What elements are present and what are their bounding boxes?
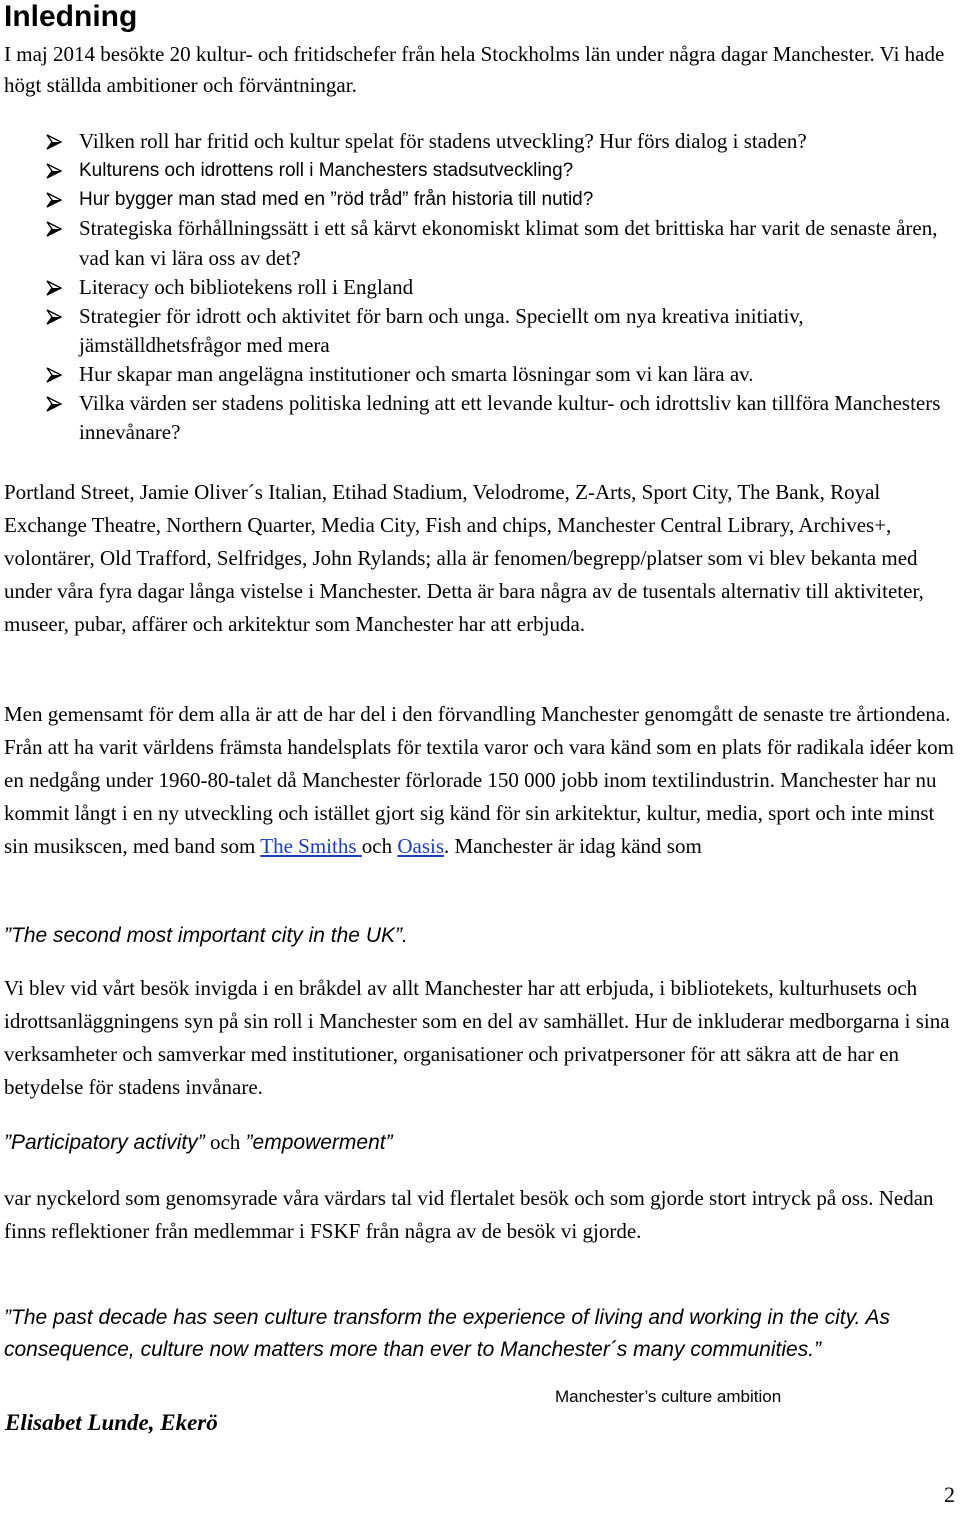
- list-item: [46, 389, 958, 447]
- bullet-text: Hur bygger man stad med en ”röd tråd” från historia till nutid?: [79, 189, 594, 210]
- list-item: [46, 302, 958, 360]
- page-heading: Inledning: [4, 0, 138, 33]
- places-paragraph: Portland Street, Jamie Oliver´s Italian, Etihad Stadium, Velodrome, Z-Arts, Sport City, The Bank, Royal Exchange Theatre, Northern Quarter, Media City, Fish and chips, Manchester Central Library, Archives+, volontärer, Old Trafford, Selfridges, John Rylands; alla är fenomen/begrepp/platser som vi blev bekanta med under våra fyra dagar långa vistelse i Manchester. Detta är bara några av de tusentals alternativ till aktiviteter, museer, pubar, affärer och arkitektur som Manchester har att erbjuda.: [4, 480, 924, 636]
- intro-paragraph: I maj 2014 besökte 20 kultur- och fritidschefer från hela Stockholms län under några dagar Manchester. Vi hade högt ställda ambitioner och förväntningar.: [4, 42, 945, 97]
- arrowhead-bullet-icon: [46, 192, 62, 208]
- bullet-list: [46, 127, 958, 447]
- bullet-text: Strategiska förhållningssätt i ett så kärvt ekonomiskt klimat som det brittiska har varit de senaste åren, vad kan vi lära oss av det?: [79, 216, 938, 270]
- quote-caption: Manchester’s culture ambition: [555, 1387, 782, 1406]
- arrowhead-bullet-icon: [46, 280, 62, 296]
- visit-paragraph: Vi blev vid vårt besök invigda i en bråkdel av allt Manchester har att erbjuda, i bibliotekets, kulturhusets och idrottsanläggningens syn på sin roll i Manchester som en del av samhället. Hur de inkluderar medborgarna i sina verksamheter och samverkar med institutioner, organisationer och privatpersoner för att säkra att de har en betydelse för stadens invånare.: [4, 976, 950, 1099]
- arrowhead-bullet-icon: [46, 163, 62, 179]
- arrowhead-bullet-icon: [46, 396, 62, 412]
- the-smiths-link[interactable]: The Smiths: [260, 834, 362, 858]
- keywords-line: [4, 1126, 960, 1159]
- list-item: [46, 273, 958, 302]
- oasis-link[interactable]: Oasis: [397, 834, 445, 858]
- arrowhead-bullet-icon: [46, 134, 62, 150]
- keywords-paragraph: var nyckelord som genomsyrade våra värdars tal vid flertalet besök och som gjorde stort intryck på oss. Nedan finns reflektioner från medlemmar i FSKF från några av de besök vi gjorde.: [4, 1186, 934, 1243]
- arrowhead-bullet-icon: [46, 367, 62, 383]
- bullet-text: Kulturens och idrottens roll i Manchesters stadsutveckling?: [79, 160, 574, 181]
- arrowhead-bullet-icon: [46, 309, 62, 325]
- bullet-text: Literacy och bibliotekens roll i England: [79, 275, 414, 299]
- city-quote: ”The second most important city in the UK”.: [4, 924, 408, 947]
- bullet-text: Vilken roll har fritid och kultur spelat för stadens utveckling? Hur förs dialog i staden?: [79, 129, 807, 153]
- page-number: 2: [944, 1482, 955, 1507]
- list-item: [46, 214, 958, 273]
- paragraph-text: och: [361, 834, 398, 858]
- bullet-text: Strategier för idrott och aktivitet för barn och unga. Speciellt om nya kreativa initiativ, jämställdhetsfrågor med mera: [79, 304, 804, 357]
- paragraph-text: . Manchester är idag känd som: [444, 834, 702, 858]
- culture-quote: ”The past decade has seen culture transform the experience of living and working in the city. As consequence, culture now matters more than ever to Manchester´s many communities.”: [4, 1306, 890, 1361]
- keyword-participatory: ”Participatory activity”: [4, 1131, 205, 1154]
- bullet-text: Vilka värden ser stadens politiska ledning att ett levande kultur- och idrottsliv kan tillföra Manchesters innevånare?: [79, 391, 941, 444]
- bullet-text: Hur skapar man angelägna institutioner och smarta lösningar som vi kan lära av.: [79, 362, 754, 386]
- keyword-joiner: och: [204, 1130, 246, 1154]
- list-item: [46, 127, 958, 156]
- keyword-empowerment: ”empowerment”: [245, 1131, 393, 1154]
- paragraph-text: Men gemensamt för dem alla är att de har del i den förvandling Manchester genomgått de senaste tre årtiondena. Från att ha varit världens främsta handelsplats för textila varor och vara känd som en plats för radikala idéer kom en nedgång under 1960-80-talet då Manchester förlorade 150 000 jobb inom textilindustrin. Manchester har nu kommit långt i en ny utveckling och istället gjort sig känd för sin arkitektur, kultur, media, sport och inte minst sin musikscen, med band som: [4, 702, 954, 858]
- author-signature: Elisabet Lunde, Ekerö: [5, 1410, 218, 1435]
- list-item: [46, 360, 958, 389]
- arrowhead-bullet-icon: [46, 221, 62, 237]
- list-item: [46, 156, 958, 185]
- transformation-paragraph: [4, 698, 960, 863]
- list-item: [46, 185, 958, 214]
